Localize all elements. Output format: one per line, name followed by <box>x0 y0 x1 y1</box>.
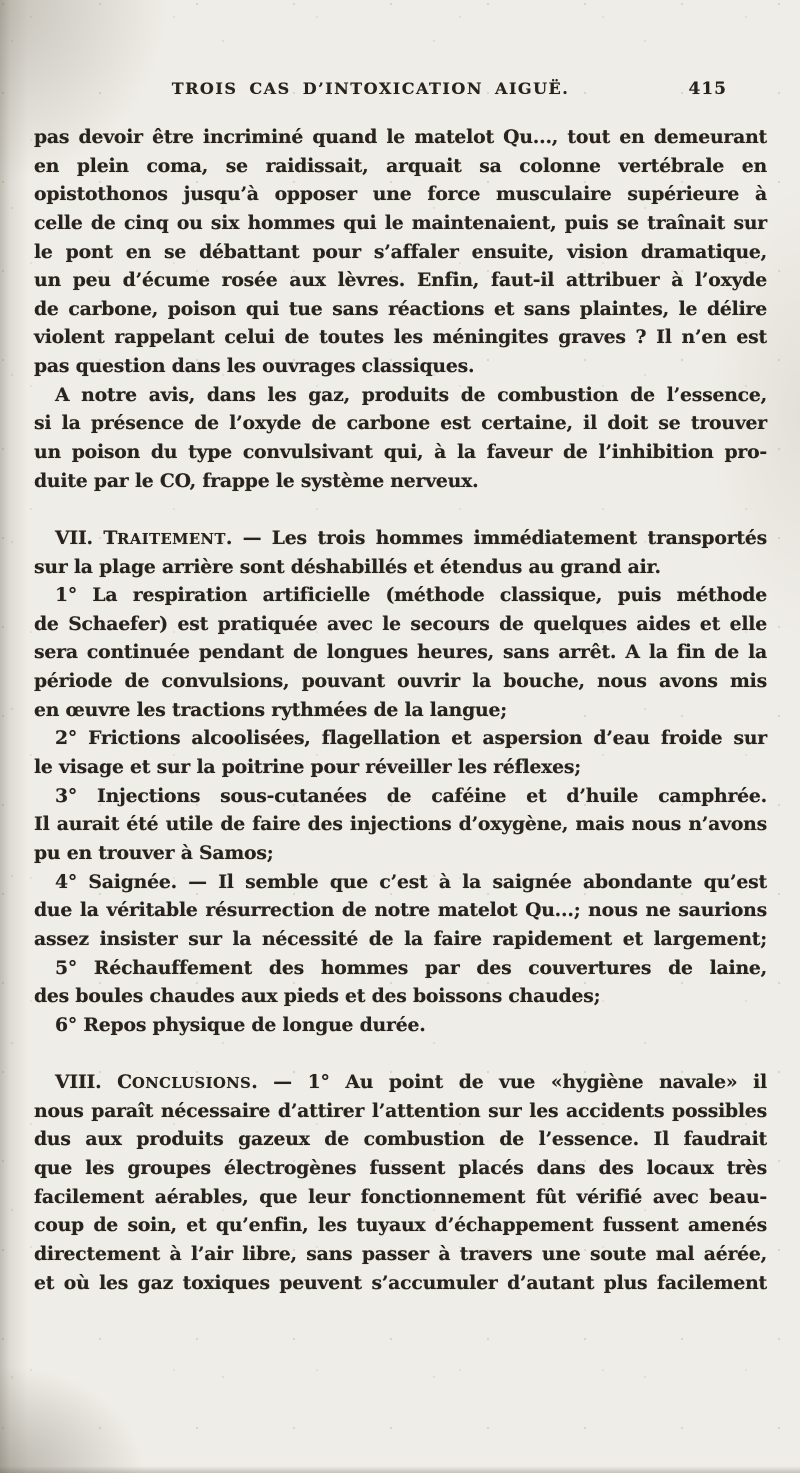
text-segment: en plein coma, se raidissait, arquait sa colonne vertébrale en <box>34 154 767 177</box>
text-line <box>34 266 767 295</box>
paragraph <box>34 954 767 1011</box>
small-caps-text: ONCLUSIONS <box>131 1075 252 1093</box>
text-line <box>34 323 767 352</box>
text-segment: sur la plage arrière sont déshabillés et étendus au grand air. <box>34 555 661 578</box>
text-segment: directement à l’air libre, sans passer à travers une soute mal aérée, <box>34 1242 767 1265</box>
text-segment: de Schaefer) est pratiquée avec le secours de quelques aides et elle <box>34 612 767 635</box>
text-segment: VIII. C <box>55 1071 132 1094</box>
text-segment: un peu d’écume rosée aux lèvres. Enfin, faut-il attribuer à l’oxyde <box>34 269 767 292</box>
text-segment: VII. T <box>55 526 118 549</box>
text-line <box>34 581 767 610</box>
text-line <box>34 1011 767 1040</box>
paragraph <box>34 123 767 381</box>
text-segment: 2° Frictions alcoolisées, flagellation et aspersion d’eau froide sur <box>55 727 767 750</box>
paragraph <box>34 1011 767 1040</box>
page-header <box>34 79 767 103</box>
text-segment: pas question dans les ouvrages classiques. <box>34 355 475 378</box>
text-segment: période de convulsions, pouvant ouvrir la bouche, nous avons mis <box>34 670 767 693</box>
text-line <box>34 1211 767 1240</box>
text-line <box>34 696 767 725</box>
text-segment: 1° La respiration artificielle (méthode classique, puis méthode <box>55 584 767 607</box>
scan-edge-shadow <box>0 1466 800 1473</box>
text-line <box>34 438 767 467</box>
text-segment: 3° Injections sous-cutanées de caféine et d’huile camphrée. <box>55 784 767 807</box>
text-line <box>34 810 767 839</box>
text-segment: sera continuée pendant de longues heures, sans arrêt. A la fin de la <box>34 641 767 664</box>
text-line <box>34 982 767 1011</box>
running-title: TROIS CAS D’INTOXICATION AIGUË. <box>171 79 570 98</box>
text-segment: Il aurait été utile de faire des injections d’oxygène, mais nous n’avons <box>34 813 767 836</box>
text-segment: celle de cinq ou six hommes qui le maintenaient, puis se traînait sur <box>34 211 767 234</box>
text-segment: facilement aérables, que leur fonctionnement fût vérifié avec beau- <box>34 1185 767 1208</box>
text-line <box>34 868 767 897</box>
text-line <box>34 724 767 753</box>
text-line <box>34 1068 767 1097</box>
text-line <box>34 381 767 410</box>
small-caps-text: RAITEMENT <box>117 530 226 548</box>
paragraph <box>34 1068 767 1297</box>
text-line <box>34 1097 767 1126</box>
text-segment: due la véritable résurrection de notre matelot Qu...; nous ne saurions <box>34 899 767 922</box>
text-line <box>34 667 767 696</box>
text-line <box>34 753 767 782</box>
text-segment: pas devoir être incriminé quand le matelot Qu..., tout en demeurant <box>34 126 767 148</box>
text-segment: coup de soin, et qu’enfin, les tuyaux d’échappement fussent amenés <box>34 1214 767 1237</box>
text-segment: si la présence de l’oxyde de carbone est certaine, il doit se trouver <box>34 412 767 435</box>
text-line <box>34 896 767 925</box>
text-line <box>34 1125 767 1154</box>
text-line <box>34 610 767 639</box>
text-line <box>34 1240 767 1269</box>
text-line <box>34 467 767 496</box>
text-segment: et où les gaz toxiques peuvent s’accumuler d’autant plus facilement <box>34 1271 767 1294</box>
text-segment: que les groupes électrogènes fussent placés dans des locaux très <box>34 1156 767 1179</box>
text-line <box>34 524 767 553</box>
text-segment: le pont en se débattant pour s’affaler ensuite, vision dramatique, <box>34 240 767 263</box>
paragraph <box>34 524 767 581</box>
text-segment: 5° Réchauffement des hommes par des couvertures de laine, <box>55 956 767 979</box>
text-line <box>34 1269 767 1298</box>
text-line <box>34 553 767 582</box>
text-segment: pu en trouver à Samos; <box>34 841 274 864</box>
text-segment: . — Les trois hommes immédiatement transportés <box>225 526 767 549</box>
text-segment: 6° Repos physique de longue durée. <box>55 1013 426 1036</box>
text-segment: des boules chaudes aux pieds et des boissons chaudes; <box>34 985 601 1008</box>
text-segment: duite par le CO, frappe le système nerveux. <box>34 469 479 492</box>
text-line <box>34 782 767 811</box>
text-segment: A notre avis, dans les gaz, produits de combustion de l’essence, <box>55 383 767 406</box>
text-segment: le visage et sur la poitrine pour réveiller les réflexes; <box>34 756 582 779</box>
text-line <box>34 925 767 954</box>
paragraph <box>34 381 767 496</box>
text-line <box>34 409 767 438</box>
text-line <box>34 180 767 209</box>
text-line <box>34 123 767 152</box>
paragraph <box>34 782 767 868</box>
paragraph <box>34 868 767 954</box>
text-line <box>34 1183 767 1212</box>
text-line <box>34 295 767 324</box>
text-line <box>34 954 767 983</box>
text-segment: un poison du type convulsivant qui, à la faveur de l’inhibition pro- <box>34 441 767 464</box>
text-segment: opistothonos jusqu’à opposer une force musculaire supérieure à <box>34 183 767 206</box>
page-number: 415 <box>688 79 727 99</box>
text-line <box>34 352 767 381</box>
text-segment: en œuvre les tractions rythmées de la langue; <box>34 698 507 721</box>
paragraph <box>34 724 767 781</box>
text-line <box>34 152 767 181</box>
text-line <box>34 839 767 868</box>
page-body <box>34 123 767 1297</box>
text-segment: assez insister sur la nécessité de la faire rapidement et largement; <box>34 927 767 950</box>
text-line <box>34 1154 767 1183</box>
text-segment: . — 1° Au point de vue «hygiène navale» il <box>251 1071 767 1094</box>
text-line <box>34 209 767 238</box>
text-segment: violent rappelant celui de toutes les méningites graves ? Il n’en est <box>34 326 767 349</box>
text-segment: nous paraît nécessaire d’attirer l’attention sur les accidents possibles <box>34 1099 767 1122</box>
text-line <box>34 238 767 267</box>
paragraph <box>34 581 767 724</box>
text-segment: 4° Saignée. — Il semble que c’est à la saignée abondante qu’est <box>55 870 767 893</box>
text-segment: dus aux produits gazeux de combustion de l’essence. Il faudrait <box>34 1128 767 1151</box>
text-line <box>34 638 767 667</box>
text-segment: de carbone, poison qui tue sans réactions et sans plaintes, le délire <box>34 297 767 320</box>
